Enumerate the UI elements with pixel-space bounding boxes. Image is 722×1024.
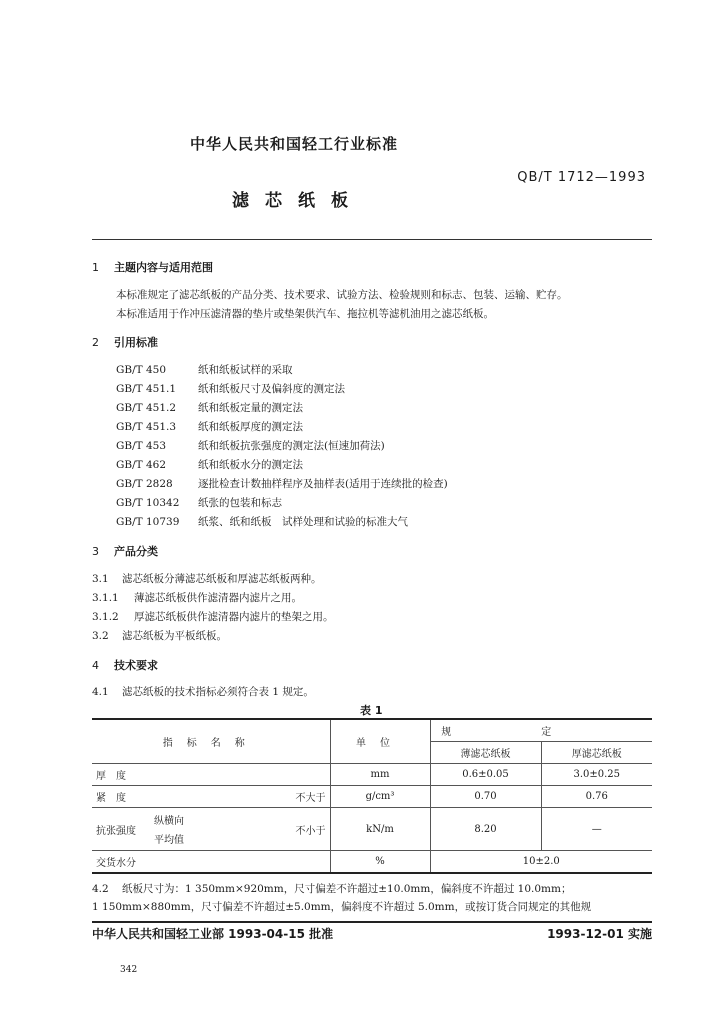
clause-number: 4.1: [92, 686, 109, 698]
reference-title: 纸和纸板尺寸及偏斜度的测定法: [198, 383, 345, 395]
row-name-cell: [92, 808, 330, 851]
clause-3-1: [92, 571, 322, 586]
row-unit: g/cm³: [330, 786, 430, 808]
reference-title: 纸和纸板抗张强度的测定法(恒速加荷法): [198, 440, 385, 452]
reference-item: [116, 476, 448, 491]
header-thick: 厚滤芯纸板: [541, 742, 652, 764]
row-thin-value: 8.20: [430, 808, 541, 851]
row-thick-value: 0.76: [541, 786, 652, 808]
section-number: 1: [92, 261, 99, 274]
reference-title: 纸张的包装和标志: [198, 497, 282, 509]
header-indicator: 指标名称: [92, 719, 330, 764]
reference-item: [116, 438, 385, 453]
table-row: [92, 851, 652, 874]
section-number: 3: [92, 545, 99, 558]
header-unit: 单位: [330, 719, 430, 764]
implementation-date: 1993-12-01 实施: [547, 927, 652, 941]
section-title: 技术要求: [114, 659, 158, 672]
row-thin-value: 0.70: [430, 786, 541, 808]
header-spec: 规定: [430, 719, 652, 742]
clause-text: 滤芯纸板为平板纸板。: [122, 630, 227, 642]
row-thick-value: —: [541, 808, 652, 851]
spec-table: [92, 718, 652, 874]
row-thin-value: 0.6±0.05: [430, 764, 541, 786]
clause-number: 3.1.2: [92, 611, 119, 623]
reference-title: 纸和纸板水分的测定法: [198, 459, 303, 471]
row-name: 紧 度: [96, 793, 126, 804]
reference-code: GB/T 451.2: [116, 402, 177, 414]
section-number: 2: [92, 336, 99, 349]
reference-code: GB/T 462: [116, 459, 167, 471]
table-row: [92, 808, 652, 851]
section-1-heading: [92, 259, 213, 275]
reference-title: 纸浆、纸和纸板 试样处理和试验的标准大气: [198, 516, 408, 528]
clause-4-2: [92, 881, 571, 896]
section-title: 产品分类: [114, 545, 158, 558]
reference-title: 纸和纸板试样的采取: [198, 364, 293, 376]
reference-title: 逐批检查计数抽样程序及抽样表(适用于连续批的检查): [198, 478, 448, 490]
section-title: 主题内容与适用范围: [114, 261, 213, 274]
table-row: [92, 764, 652, 786]
row-name: 厚 度: [92, 764, 330, 786]
row-sub-label: 纵横向: [154, 816, 184, 827]
reference-code: GB/T 451.3: [116, 421, 177, 433]
clause-3-2: [92, 628, 227, 643]
reference-item: [116, 381, 345, 396]
reference-item: [116, 419, 303, 434]
header-thin: 薄滤芯纸板: [430, 742, 541, 764]
clause-number: 4.2: [92, 883, 109, 895]
row-unit: kN/m: [330, 808, 430, 851]
clause-number: 3.1: [92, 573, 109, 585]
table-row: [92, 786, 652, 808]
table-caption: 表 1: [360, 704, 383, 717]
reference-item: [116, 362, 293, 377]
reference-code: GB/T 450: [116, 364, 167, 376]
section-3-heading: [92, 543, 158, 559]
clause-3-1-2: [92, 609, 334, 624]
clause-text: 滤芯纸板的技术指标必须符合表 1 规定。: [122, 686, 314, 698]
table-header-row: [92, 719, 652, 742]
reference-code: GB/T 451.1: [116, 383, 177, 395]
row-sub-label: 平均值: [154, 835, 184, 846]
row-merged-value: 10±2.0: [430, 851, 652, 874]
reference-item: [116, 514, 408, 529]
header-divider: [92, 239, 652, 240]
section-2-heading: [92, 334, 158, 350]
section-title: 引用标准: [114, 336, 158, 349]
reference-code: GB/T 453: [116, 440, 167, 452]
footer-divider: [92, 921, 652, 923]
section-number: 4: [92, 659, 99, 672]
section-1-para-2: 本标准适用于作冲压滤清器的垫片或垫架供汽车、拖拉机等滤机油用之滤芯纸板。: [116, 308, 494, 320]
clause-text: 薄滤芯纸板供作滤清器内滤片之用。: [134, 592, 302, 604]
row-name: 抗张强度: [96, 826, 136, 837]
page-number: 342: [120, 965, 138, 975]
row-unit: %: [330, 851, 430, 874]
reference-code: GB/T 2828: [116, 478, 173, 490]
reference-title: 纸和纸板定量的测定法: [198, 402, 303, 414]
standard-code: QB/T 1712—1993: [517, 170, 646, 185]
section-1-para-1: 本标准规定了滤芯纸板的产品分类、技术要求、试验方法、检验规则和标志、包装、运输、贮存。: [116, 289, 568, 301]
row-condition: 不大于: [295, 793, 326, 804]
approval-statement: 中华人民共和国轻工业部 1993-04-15 批准: [92, 927, 334, 941]
row-name: 交货水分: [92, 851, 330, 874]
reference-item: [116, 400, 303, 415]
clause-3-1-1: [92, 590, 302, 605]
reference-title: 纸和纸板厚度的测定法: [198, 421, 303, 433]
clause-text-line-1: 纸板尺寸为：1 350mm×920mm，尺寸偏差不许超过±10.0mm，偏斜度不许超过 10.0mm；: [122, 883, 572, 895]
document-title: 滤芯纸板: [232, 191, 364, 211]
clause-number: 3.1.1: [92, 592, 119, 604]
row-name-cell: [92, 786, 330, 808]
clause-number: 3.2: [92, 630, 109, 642]
row-thick-value: 3.0±0.25: [541, 764, 652, 786]
clause-text: 厚滤芯纸板供作滤清器内滤片的垫架之用。: [134, 611, 334, 623]
row-unit: mm: [330, 764, 430, 786]
reference-item: [116, 457, 303, 472]
clause-4-2-continued: 1 150mm×880mm，尺寸偏差不许超过±5.0mm，偏斜度不许超过 5.0mm，或按订货合同规定的其他规: [92, 901, 592, 913]
row-condition: 不小于: [295, 826, 326, 837]
reference-code: GB/T 10739: [116, 516, 180, 528]
reference-code: GB/T 10342: [116, 497, 180, 509]
standard-category-title: 中华人民共和国轻工行业标准: [190, 135, 399, 153]
clause-4-1: [92, 684, 314, 699]
section-4-heading: [92, 657, 158, 673]
clause-text: 滤芯纸板分薄滤芯纸板和厚滤芯纸板两种。: [122, 573, 322, 585]
reference-item: [116, 495, 282, 510]
